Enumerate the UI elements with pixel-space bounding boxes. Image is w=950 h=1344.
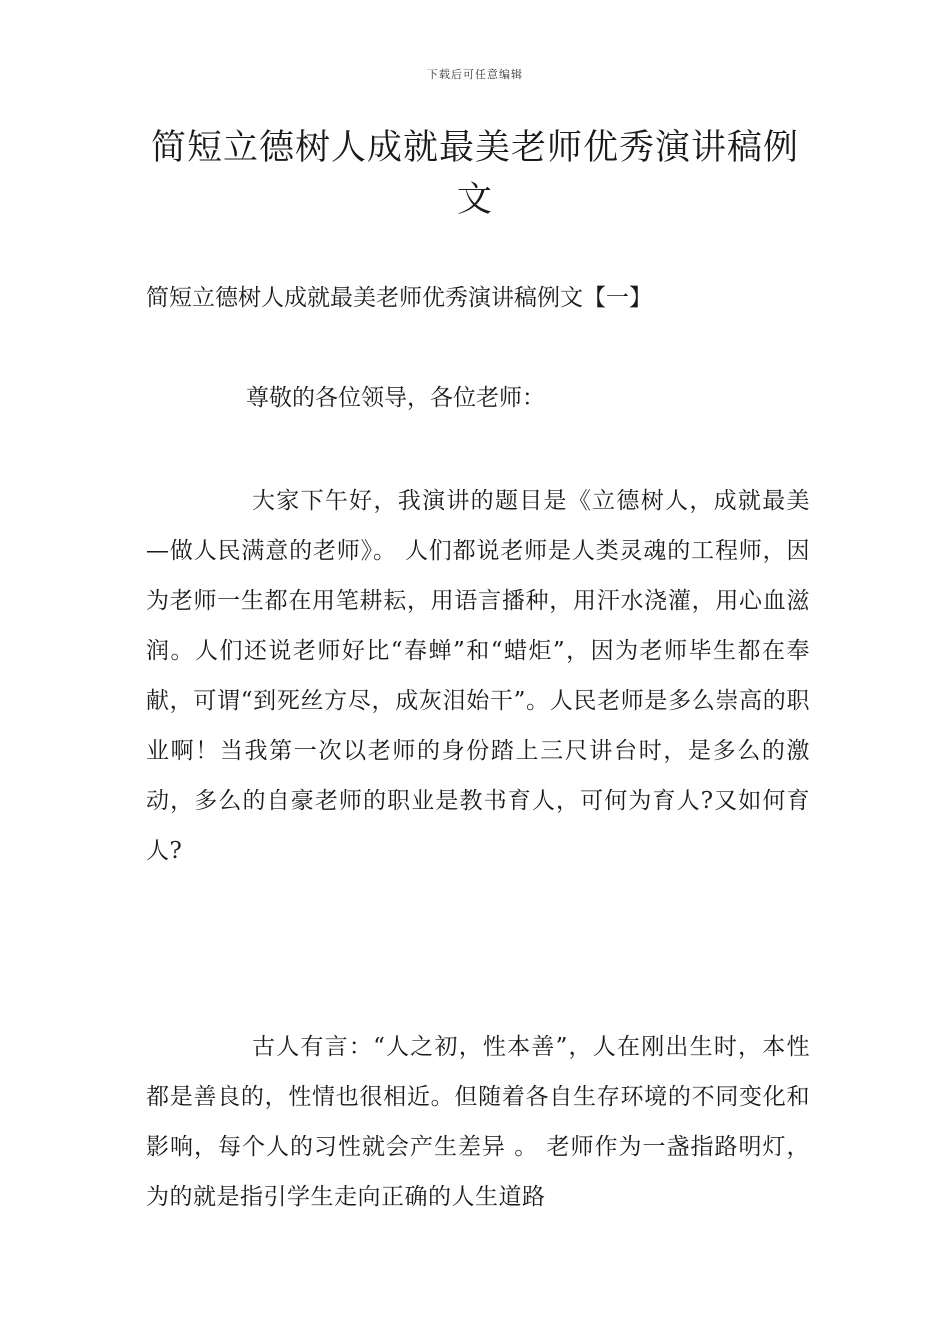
header-note: 下载后可任意编辑 [427, 68, 523, 81]
document-title: 简短立德树人成就最美老师优秀演讲稿例文 [150, 128, 799, 220]
body-paragraph-1: 大家下午好，我演讲的题目是《立德树人，成就最美—做人民满意的老师》。 人们都说老师是人类灵魂的工程师，因为老师一生都在用笔耕耘，用语言播种，用汗水浇灌，用心血滋润。人们还说老师好比“春蝉”和“蜡炬”，因为老师毕生都在奉献，可谓“到死丝方尽，成灰泪始干”。人民老师是多么崇高的职业啊！当我第一次以老师的身份踏上三尺讲台时，是多么的激动，多么的自豪老师的职业是教书育人，可何为育人?又如何育人? [146, 488, 810, 864]
section-subtitle: 简短立德树人成就最美老师优秀演讲稿例文【一】 [146, 285, 652, 311]
salutation: 尊敬的各位领导，各位老师： [246, 385, 545, 411]
body-paragraph-2: 古人有言：“人之初，性本善”，人在刚出生时，本性都是善良的，性情也很相近。但随着各自生存环境的不同变化和影响，每个人的习性就会产生差异 。 老师作为一盏指路明灯，为的就是指引学生走向正确的人生道路 [146, 1034, 810, 1210]
